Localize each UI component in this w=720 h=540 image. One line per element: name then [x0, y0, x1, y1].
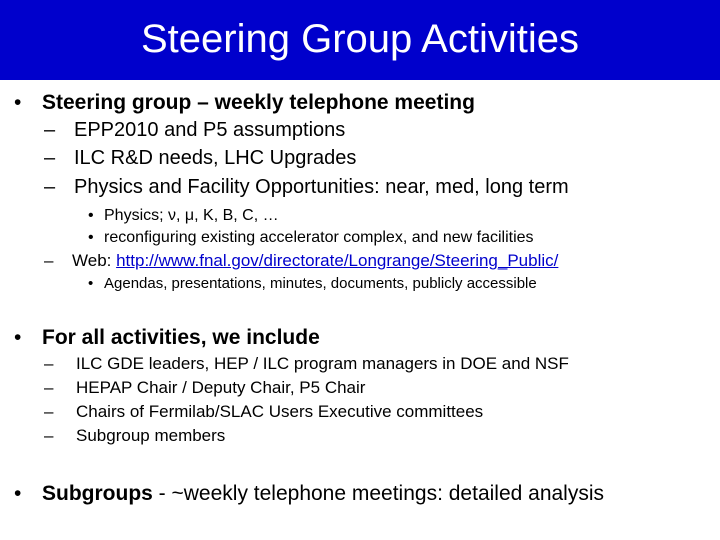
section1-item: Physics and Facility Opportunities: near, med, long term — [74, 176, 569, 198]
section1-heading: Steering group – weekly telephone meeting — [42, 91, 475, 114]
section1-subitem: reconfiguring existing accelerator complex, and new facilities — [104, 229, 534, 246]
dash-marker: – — [44, 426, 54, 445]
section2-item: ILC GDE leaders, HEP / ILC program managers in DOE and NSF — [76, 354, 569, 373]
dash-marker: – — [44, 378, 54, 397]
bullet-marker: • — [14, 482, 22, 505]
subgroups-description: - ~weekly telephone meetings: detailed analysis — [152, 482, 605, 505]
section1-item: EPP2010 and P5 assumptions — [74, 119, 346, 141]
section2-item: Chairs of Fermilab/SLAC Users Executive committees — [76, 402, 484, 421]
sub-bullet-marker: • — [88, 207, 94, 224]
dash-marker: – — [44, 119, 56, 141]
dash-marker: – — [44, 176, 56, 198]
subgroups-label: Subgroups — [42, 482, 153, 505]
section1-subitem: Physics; ν, μ, K, B, C, … — [104, 207, 279, 224]
steering-public-link[interactable]: http://www.fnal.gov/directorate/Longrange/Steering_Public/ — [116, 251, 559, 270]
bullet-marker: • — [14, 326, 22, 349]
sub-bullet-marker: • — [88, 229, 94, 246]
slide-title: Steering Group Activities — [141, 17, 579, 61]
sub-bullet-marker: • — [88, 275, 94, 292]
dash-marker: – — [44, 147, 56, 169]
dash-marker: – — [44, 402, 54, 421]
bullet-marker: • — [14, 91, 22, 114]
web-label: Web: — [72, 251, 117, 270]
web-line — [72, 250, 558, 272]
section2-heading: For all activities, we include — [42, 326, 320, 349]
section2-item: HEPAP Chair / Deputy Chair, P5 Chair — [76, 378, 366, 397]
dash-marker: – — [44, 251, 54, 270]
dash-marker: – — [44, 354, 54, 373]
section1-item: ILC R&D needs, LHC Upgrades — [74, 147, 357, 169]
section2-item: Subgroup members — [76, 426, 226, 445]
web-subitem: Agendas, presentations, minutes, documents, publicly accessible — [104, 275, 537, 292]
section3-heading — [42, 481, 604, 507]
